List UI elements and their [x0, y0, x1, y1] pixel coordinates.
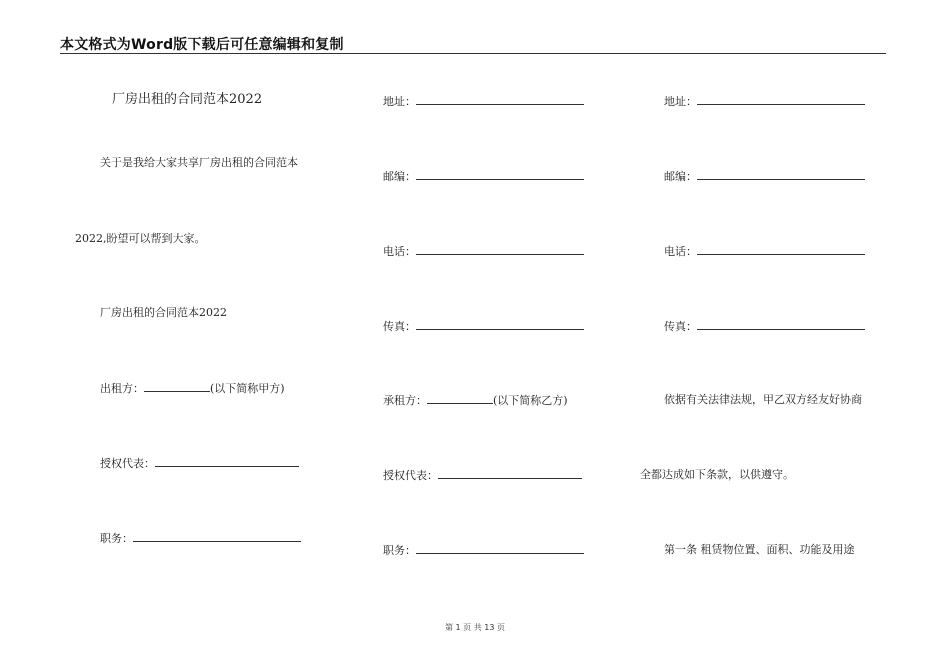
lessee-label: 承租方：: [383, 394, 427, 407]
lessor-field: [100, 381, 285, 396]
lessor-phone-blank: [416, 244, 584, 255]
lessee-rep-label: 授权代表：: [383, 469, 438, 482]
lessee-postcode-field: [664, 169, 865, 184]
lessee-phone-blank: [697, 244, 865, 255]
lessee-suffix: (以下简称乙方): [493, 394, 568, 407]
lessor-fax-field: [383, 319, 584, 334]
contract-subtitle: 厂房出租的合同范本2022: [100, 306, 227, 319]
lessor-rep-label: 授权代表：: [100, 457, 155, 470]
lessor-suffix: (以下简称甲方): [210, 382, 285, 395]
lessor-address-blank: [416, 94, 584, 105]
lessor-address-field: [383, 94, 584, 109]
intro-line-1: 关于是我给大家共享厂房出租的合同范本: [100, 156, 298, 169]
article-1-heading: 第一条 租赁物位置、面积、功能及用途: [664, 543, 855, 556]
lessee-address-label: 地址：: [664, 95, 697, 108]
lessee-fax-field: [664, 319, 865, 334]
lessor-rep-blank: [155, 456, 299, 467]
lessor-position-field: [100, 531, 301, 546]
lessor-blank: [144, 381, 210, 392]
lessor-postcode-blank: [416, 169, 584, 180]
lessor-position-blank: [133, 531, 301, 542]
lessor-fax-label: 传真：: [383, 320, 416, 333]
lessor-address-label: 地址：: [383, 95, 416, 108]
lessor-label: 出租方：: [100, 382, 144, 395]
lessee-postcode-label: 邮编：: [664, 170, 697, 183]
lessee-phone-field: [664, 244, 865, 259]
lessee-phone-label: 电话：: [664, 245, 697, 258]
lessor-fax-blank: [416, 319, 584, 330]
lessor-position-label: 职务：: [100, 532, 133, 545]
lessor-postcode-label: 邮编：: [383, 170, 416, 183]
lessee-rep-field: [383, 468, 582, 483]
lessee-fax-blank: [697, 319, 865, 330]
lessee-fax-label: 传真：: [664, 320, 697, 333]
lessor-postcode-field: [383, 169, 584, 184]
contract-title: 厂房出租的合同范本2022: [112, 92, 263, 107]
agreement-paragraph-line-1: 依据有关法律法规，甲乙双方经友好协商: [664, 393, 862, 406]
lessee-blank: [427, 393, 493, 404]
lessee-rep-blank: [438, 468, 582, 479]
document-header-title: 本文格式为Word版下载后可任意编辑和复制: [60, 37, 344, 53]
lessee-position-blank: [416, 543, 584, 554]
lessee-position-field: [383, 543, 584, 558]
agreement-paragraph-line-2: 全都达成如下条款，以供遵守。: [640, 468, 794, 481]
lessee-postcode-blank: [697, 169, 865, 180]
page-number: 第 1 页 共 13 页: [445, 623, 505, 632]
lessor-phone-label: 电话：: [383, 245, 416, 258]
header-divider: [60, 53, 886, 54]
lessee-address-blank: [697, 94, 865, 105]
intro-line-2: 2022,盼望可以帮到大家。: [75, 232, 206, 245]
lessee-position-label: 职务：: [383, 544, 416, 557]
lessee-address-field: [664, 94, 865, 109]
lessor-rep-field: [100, 456, 299, 471]
lessor-phone-field: [383, 244, 584, 259]
lessee-field: [383, 393, 568, 408]
